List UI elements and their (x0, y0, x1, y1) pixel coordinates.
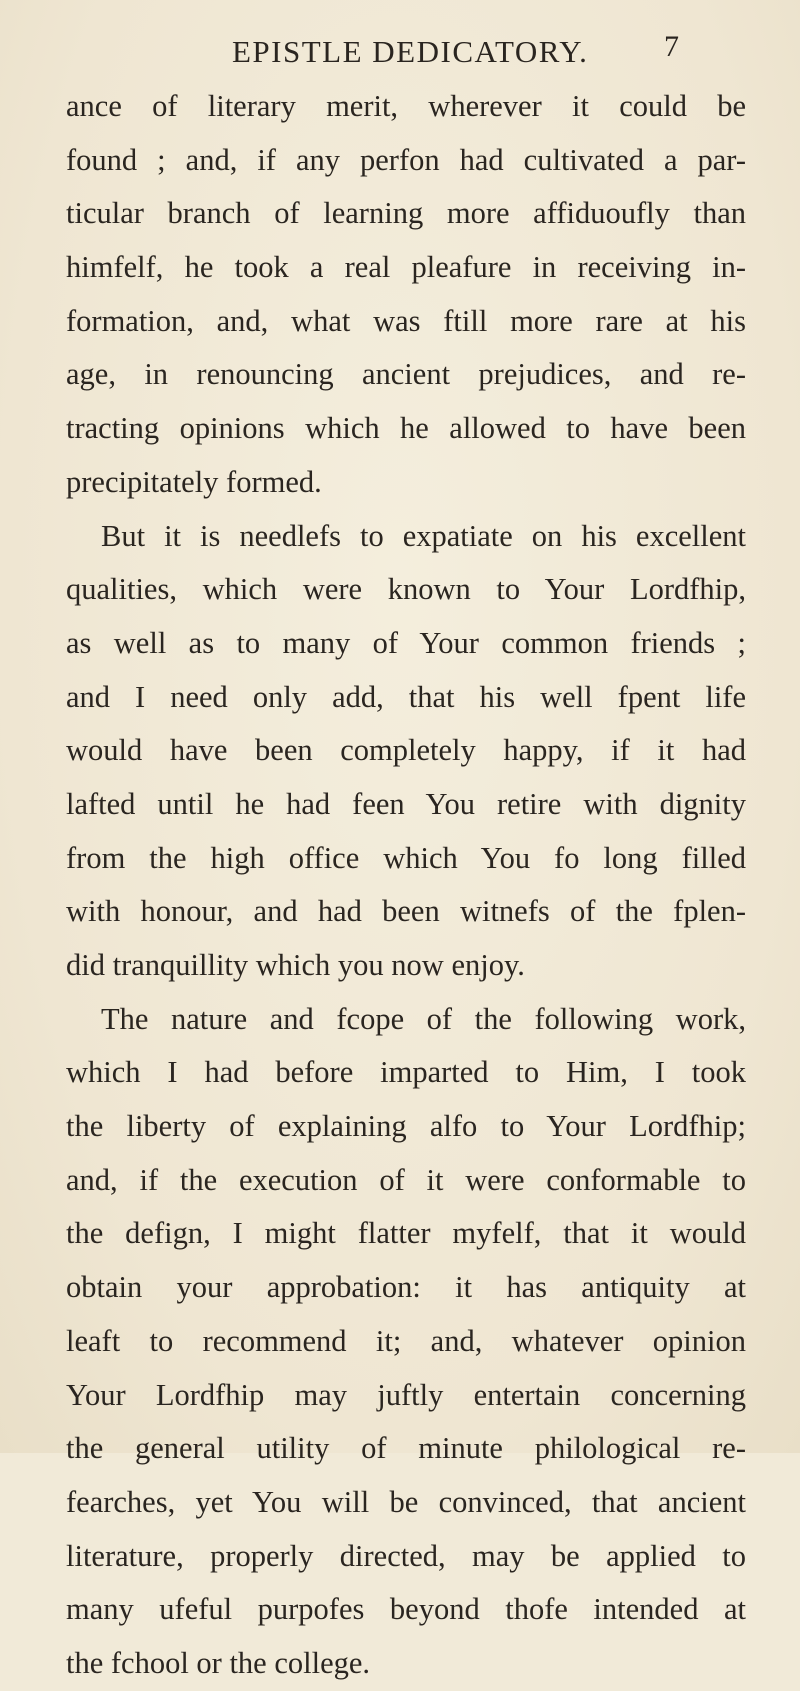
text-line: literature, properly directed, may be applied to (66, 1538, 746, 1573)
text-line: ticular branch of learning more affiduoufly than (66, 196, 746, 231)
page-number: 7 (664, 30, 679, 63)
text-line: as well as to many of Your common friends ; (66, 625, 746, 660)
text-line: ance of literary merit, wherever it could be (66, 89, 746, 123)
text-line: found ; and, if any perfon had cultivated a par- (66, 142, 746, 177)
text-line: qualities, which were known to Your Lordfhip, (66, 572, 746, 607)
text-line: precipitately formed. (66, 464, 322, 499)
text-line: Your Lordfhip may juftly entertain concerning (66, 1377, 746, 1412)
text-line: the general utility of minute philological re- (66, 1431, 746, 1466)
text-line: the defign, I might flatter myfelf, that it would (66, 1216, 746, 1251)
text-line: from the high office which You fo long filled (66, 840, 746, 875)
text-line: The nature and fcope of the following work, (101, 1001, 746, 1036)
running-head-title: EPISTLE DEDICATORY. (232, 34, 589, 69)
text-line: But it is needlefs to expatiate on his excellent (101, 518, 746, 553)
running-head (0, 14, 800, 69)
body-text (66, 80, 746, 1691)
text-line: lafted until he had feen You retire with dignity (66, 786, 746, 821)
text-line: himfelf, he took a real pleafure in receiving in- (66, 250, 746, 285)
text-line: fearches, yet You will be convinced, that ancient (66, 1484, 746, 1519)
text-line: with honour, and had been witnefs of the fplen- (66, 894, 746, 929)
text-line: age, in renouncing ancient prejudices, and re- (66, 357, 746, 392)
text-line: formation, and, what was ftill more rare at his (66, 303, 746, 338)
text-line: tracting opinions which he allowed to have been (66, 411, 746, 446)
text-line: which I had before imparted to Him, I took (66, 1055, 746, 1090)
text-line: and I need only add, that his well fpent life (66, 679, 746, 714)
text-line: would have been completely happy, if it had (66, 733, 746, 768)
text-line: many ufeful purpofes beyond thofe intended at (66, 1592, 746, 1627)
text-line: obtain your approbation: it has antiquity at (66, 1270, 746, 1305)
text-line: the fchool or the college. (66, 1645, 371, 1680)
text-line: leaft to recommend it; and, whatever opinion (66, 1323, 746, 1358)
text-line: did tranquillity which you now enjoy. (66, 948, 525, 982)
text-line: and, if the execution of it were conformable to (66, 1162, 746, 1197)
text-line: the liberty of explaining alfo to Your Lordfhip; (66, 1109, 746, 1144)
